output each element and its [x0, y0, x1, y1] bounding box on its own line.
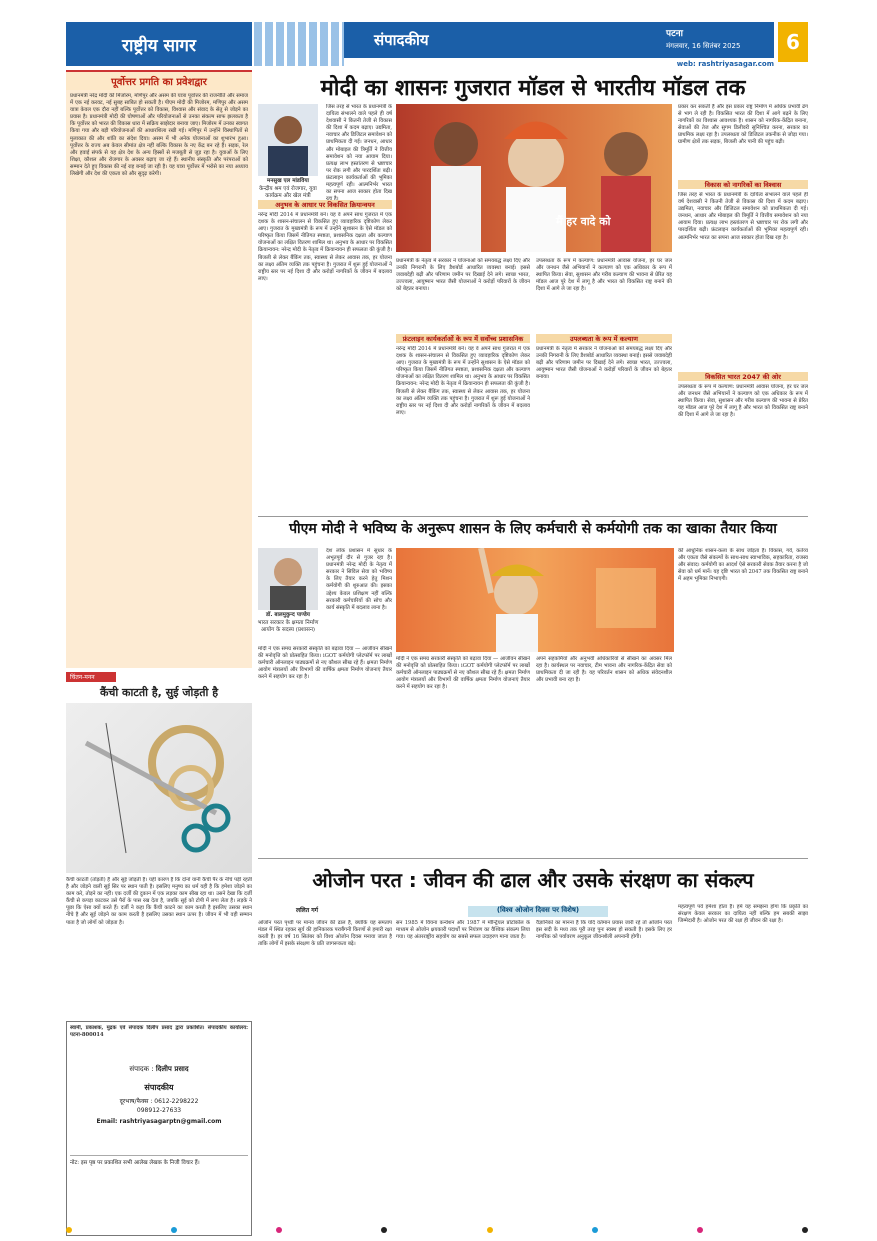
masthead-dot-pattern	[254, 22, 344, 66]
page-number: 6	[778, 22, 808, 62]
story2-headline: पीएम मोदी ने भविष्य के अनुरूप शासन के लिए कर्मचारी से कर्मयोगी तक का खाका तैयार किया	[289, 521, 777, 537]
note: नोट: इस पृष्ठ पर प्रकाशित सभी आलेख लेखक के निजी विचार हैं।	[70, 1155, 248, 1166]
left-column	[66, 70, 252, 1236]
story3-col3: वैज्ञानिकों का मानना है कि यदि वर्तमान प्रयास जारी रहे तो ओजोन परत इस सदी के मध्य तक पूरी तरह पुनः स्वस्थ हो सकती है। इसके लिए हर नागरिक को पर्यावरण अनुकूल जीवनशैली अपनानी होगी।	[536, 920, 672, 941]
dot-cyan	[171, 1227, 177, 1233]
footer-color-dots	[66, 1227, 808, 1235]
story1-main-photo	[396, 104, 672, 252]
story2-col1b: मोदी ने एक समग्र सरकारी संस्कृति को बढ़ावा दिया — आजीवन सीखने की मनोवृत्ति को प्रोत्साहित किया। iGOT कर्मयोगी प्लेटफॉर्म पर लाखों कर्मचारी ऑनलाइन पाठ्यक्रमों से नए कौशल सीख रहे हैं। क्षमता निर्माण आयोग मंत्रालयों और विभागों की वार्षिक क्षमता निर्माण योजनाएं तैयार करने में सहयोग कर रहा है।	[258, 646, 392, 681]
dot-black	[381, 1227, 387, 1233]
story3-tag: (विश्व ओजोन दिवस पर विशेष)	[468, 906, 608, 917]
author-title-1: केन्द्रीय श्रम एवं रोजगार, युवा कार्यक्रम और खेल मंत्री	[259, 186, 317, 199]
imprint-box	[66, 1021, 252, 1236]
section-title: संपादकीय	[344, 22, 676, 58]
story1-col1: नरेन्द्र मोदी 2014 में प्रधानमंत्री बने। यह वे अपने साथ गुजरात में एक दशक के शासन-संचालन से विकसित हुए व्यावहारिक दृष्टिकोण लेकर आए। गुजरात के मुख्यमंत्री के रूप में उन्होंने सुशासन के ऐसे मॉडल को परिष्कृत किया जिसमें नीतिगत स्पष्टता, प्रशासनिक दक्षता और कल्याण योजनाओं का लक्षित वितरण शामिल था। अनुभव के आधार पर विकसित क्रियान्वयन: नरेन्द्र मोदी के नेतृत्व में क्रियान्वयन ही सफलता की कुंजी है। बिजली से लेकर बैंकिंग तक, स्वास्थ्य से लेकर आवास तक, हर योजना का लक्ष्य अंतिम व्यक्ति तक पहुंचना है। गुजरात में शुरू हुई योजनाओं ने राष्ट्रीय स्तर पर नई दिशा दी और करोड़ों नागरिकों के जीवन में बदलाव लाए।	[258, 212, 392, 282]
subhead-c: विकास को नागरिकों का विश्वास	[678, 180, 808, 189]
dot-black-2	[802, 1227, 808, 1233]
essay-text: कैंची काटती (तोड़ती) है और सुई जोड़ती है। यही कारण है कि दोनों यानी कैंची पैर के नीचे पड़ी रहती है और जोड़ने वाली सुई सिर पर स्थान पाती है। इसलिए मनुष्य का धर्म यही है कि हमेशा जोड़ने का काम करे, तोड़ने का नहीं। एक दर्जी की दुकान में एक लड़का काम सीख रहा था। उसने देखा कि दर्जी कैंची से कपड़ा काटकर उसे पैरों के पास रख देता है, जबकि सुई को टोपी में लगा लेता है। लड़के ने पूछा कि ऐसा क्यों करते हैं। दर्जी ने कहा कि कैंची काटने का काम करती है इसलिए उसका स्थान नीचे है और सुई जोड़ने का काम करती है इसलिए उसका स्थान ऊपर है। जीवन में भी वही सम्मान पाता है जो लोगों को जोड़ता है।	[66, 877, 252, 926]
story2-col1: देश लोक प्रशासन में सुधार के अभूतपूर्व दौर से गुजर रहा है। प्रधानमंत्री नरेन्द्र मोदी के नेतृत्व में सरकार ने सिविल सेवा को भविष्य के लिए तैयार करने हेतु मिशन कर्मयोगी की शुरुआत की। इसका उद्देश्य केवल प्रशिक्षण नहीं बल्कि सरकारी कर्मचारियों की सोच और कार्य संस्कृति में बदलाव लाना है।	[326, 548, 392, 611]
dot-yellow	[66, 1227, 72, 1233]
story3-author: ललित गर्ग	[296, 907, 318, 914]
website: web: rashtriyasagar.com	[676, 60, 774, 68]
left-box	[66, 90, 252, 668]
editor-line	[70, 1065, 248, 1074]
story2-col3: अपने सहकर्मियों और अनुभवी अधिकारियों से सीखने का अवसर मिल रहा है। कार्यस्थल पर नवाचार, टीम भावना और नागरिक-केंद्रित सेवा को प्राथमिकता दी जा रही है। यह परिवर्तन शासन को अधिक संवेदनशील और प्रभावी बना रहा है।	[536, 656, 672, 684]
story1-col4: प्रधानमंत्री के नेतृत्व में सरकार ने योजनाओं को समयबद्ध लक्ष्य दिए और उनकी निगरानी के लिए डैशबोर्ड आधारित व्यवस्था बनाई। इससे जवाबदेही बढ़ी और परिणाम जमीन पर दिखाई देने लगे। स्वच्छ भारत, उज्ज्वला, आयुष्मान भारत जैसी योजनाओं ने करोड़ों परिवारों के जीवन को बेहतर बनाया।	[396, 258, 530, 293]
photo-banner: मैं हर वादे को	[556, 215, 611, 228]
editor-name: दिलीप प्रसाद	[155, 1065, 189, 1073]
story1-headline: मोदी का शासनः गुजरात मॉडल से भारतीय मॉडल तक	[320, 76, 746, 101]
dot-magenta-2	[697, 1227, 703, 1233]
author-title-2: भारत सरकार के क्षमता निर्माण आयोग के सदस्य (प्रशासन)	[257, 620, 319, 633]
author-photo-1	[258, 104, 318, 176]
dot-magenta	[276, 1227, 282, 1233]
subhead-b: फ्रंटलाइन कार्यकर्ताओं के रूप में सर्वोच्च प्रशासनिक	[396, 334, 530, 343]
story1-col2: जिस तरह से भारत के प्रधानमंत्री के दायित्व संभालने वाले पहले ही वर्ष देशवासी ने कितनी तेजी से विकास की दिशा में कदम बढ़ाए। उद्यमिता, नवाचार और डिजिटल समावेशन को प्राथमिकता दी गई। जनधन, आधार और मोबाइल की त्रिमूर्ति ने वित्तीय समावेशन को नया आयाम दिया। प्रत्यक्ष लाभ हस्तांतरण से भ्रष्टाचार पर रोक लगी और पारदर्शिता बढ़ी। फ्रंटलाइन कार्यकर्ताओं की भूमिका महत्वपूर्ण रही। आत्मनिर्भर भारत का सपना आज साकार होता दिख	[326, 104, 392, 196]
left-box-text: प्रधानमंत्री नरेंद्र मोदी की मिजोरम, मणिपुर और असम की यात्रा पूर्वोत्तर की राजनीति और समाज में एक नई करवट, नई सुबह साबित हो सकती है। पीएम मोदी की मिजोरम, मणिपुर और असम यात्रा केवल एक दौरा नहीं बल्कि पूर्वोत्तर को विकास, विश्वास और संवाद के सेतु से जोड़ने का प्रयास है। प्रधानमंत्री मोदी की घोषणाओं और परियोजनाओं से उनका संकल्प साफ झलकता है कि पूर्वोत्तर को भारत की विकास धारा में सक्रिय साझेदार बनाया जाए। मिजोरम में उनका स्वागत किया गया और बड़ी परियोजनाओं की आधारशिला रखी गई। मणिपुर में उन्होंने विस्थापितों से मुलाकात की और शांति का संदेश दिया। असम में भी अनेक योजनाओं का शुभारंभ हुआ। पूर्वोत्तर के राज्य अब केवल सीमांत क्षेत्र नहीं बल्कि विकास के नए केंद्र बन रहे हैं। सड़क, रेल और हवाई संपर्क से यह क्षेत्र देश के अन्य हिस्सों से मजबूती से जुड़ रहा है। युवाओं के लिए शिक्षा, कौशल और रोजगार के अवसर बढ़ाए जा रहे हैं। स्थानीय संस्कृति और परंपराओं को सम्मान देते हुए विकास की नई राह बनाई जा रही है। यह यात्रा पूर्वोत्तर में भरोसे का नया अध्याय लिखेगी और देश की एकता को और सुदृढ़ करेगी।	[70, 93, 248, 178]
author-name-1: मनसुख एल मांडविया	[267, 178, 309, 184]
office-title: संपादकीय	[144, 1083, 174, 1092]
city: पटना	[666, 29, 683, 39]
story3-col2: सन 1985 में वियना कन्वेंशन और 1987 में मॉन्ट्रियल प्रोटोकॉल के माध्यम से ओजोन क्षयकारी पदार्थों पर नियंत्रण का वैश्विक संकल्प लिया गया। यह अंतरराष्ट्रीय सहयोग का सबसे सफल उदाहरण माना जाता है।	[396, 920, 530, 941]
cartoon-label: चिंतन-मनन	[66, 672, 116, 682]
story2-col4: की आधुनिक शासन-कला के साथ जोड़ता है। विकास, गर्व, कर्तव्य और एकता जैसे संकल्पों के साथ-साथ स्वाभाविक, सहकारिता, राजस्व और संवाद। कर्मयोगी का आदर्श ऐसे सरकारी सेवक तैयार करना है जो सेवा को धर्म मानें। यह दृष्टि भारत को 2047 तक विकसित राष्ट्र बनाने में अहम भूमिका निभाएगी।	[678, 548, 808, 583]
story2-main-photo	[396, 548, 674, 652]
story1-col3c: उपलब्धता के रूप में कल्याण: प्रधानमंत्री आवास योजना, हर घर जल और जनधन जैसे अभियानों ने कल्याण को एक अधिकार के रूप में स्थापित किया। सेवा, सुशासन और गरीब कल्याण की भावना से प्रेरित यह मॉडल आज पूरे देश में लागू है और भारत को विकसित राष्ट्र बनाने की दिशा में आगे ले जा रहा है।	[678, 384, 808, 419]
story3-col4: महत्वपूर्ण पर्व हमेशा होता है। हमें यह समझना होगा कि प्रकृति का संरक्षण केवल सरकार का दायित्व नहीं बल्कि हम सबकी साझा जिम्मेदारी है। ओजोन परत की रक्षा ही जीवन की रक्षा है।	[678, 904, 808, 925]
subhead-d: उपलब्धता के रूप में कल्याण	[536, 334, 672, 343]
dot-cyan-2	[592, 1227, 598, 1233]
author-photo-2	[258, 548, 318, 610]
story2-col2: मोदी ने एक समग्र सरकारी संस्कृति को बढ़ावा दिया — आजीवन सीखने की मनोवृत्ति को प्रोत्साहित किया। iGOT कर्मयोगी प्लेटफॉर्म पर लाखों कर्मचारी ऑनलाइन पाठ्यक्रमों से नए कौशल सीख रहे हैं। क्षमता निर्माण आयोग मंत्रालयों और विभागों की वार्षिक क्षमता निर्माण योजनाएं तैयार करने में सहयोग कर रहा है।	[396, 656, 530, 691]
masthead	[66, 22, 808, 68]
essay-title: कैंची काटती है, सुई जोड़ती है	[99, 686, 219, 699]
divider-1	[258, 516, 808, 517]
story1-col3b: जिस तरह से भारत के प्रधानमंत्री के दायित्व संभालने वाले पहले ही वर्ष देशवासी ने कितनी तेजी से विकास की दिशा में कदम बढ़ाए। उद्यमिता, नवाचार और डिजिटल समावेशन को प्राथमिकता दी गई। जनधन, आधार और मोबाइल की त्रिमूर्ति ने वित्तीय समावेशन को नया आयाम दिया। प्रत्यक्ष लाभ हस्तांतरण से भ्रष्टाचार पर रोक लगी और पारदर्शिता बढ़ी। फ्रंटलाइन कार्यकर्ताओं की भूमिका महत्वपूर्ण रही। आत्मनिर्भर भारत का सपना आज साकार होता दिख रहा है।	[678, 192, 808, 241]
story3-col1: ओजोन परत पृथ्वी पर मानव जीवन की ढाल है, क्योंकि यह समताप मंडल में स्थित रहकर सूर्य की हानिकारक पराबैंगनी किरणों से हमारी रक्षा करती है। हर वर्ष 16 सितंबर को विश्व ओजोन दिवस मनाया जाता है ताकि लोगों में इसके संरक्षण के प्रति जागरूकता बढ़े।	[258, 920, 392, 948]
left-box-title: पूर्वोत्तर प्रगति का प्रवेशद्वार	[66, 70, 252, 90]
subhead-e: विकसित भारत 2047 की ओर	[678, 372, 808, 381]
story1-col5: उपलब्धता के रूप में कल्याण: प्रधानमंत्री आवास योजना, हर घर जल और जनधन जैसे अभियानों ने कल्याण को एक अधिकार के रूप में स्थापित किया। सेवा, सुशासन और गरीब कल्याण की भावना से प्रेरित यह मॉडल आज पूरे देश में लागू है और भारत को विकसित राष्ट्र बनाने की दिशा में आगे ले जा रहा है।	[536, 258, 672, 293]
date: मंगलवार, 16 सितंबर 2025	[666, 42, 741, 50]
story3-headline: ओजोन परत : जीवन की ढाल और उसके संरक्षण का संकल्प	[312, 868, 754, 892]
phone: दूरभाष/फैक्स : 0612-2298222	[119, 1098, 199, 1105]
masthead-date-bar	[676, 22, 774, 58]
scissors-image	[66, 703, 252, 873]
email: Email: rashtriyasagarptn@gmail.com	[96, 1118, 222, 1125]
subhead-a: अनुभव के आधार पर विकसित क्रियान्वयन	[258, 200, 392, 209]
story1-col5b: प्रधानमंत्री के नेतृत्व में सरकार ने योजनाओं को समयबद्ध लक्ष्य दिए और उनकी निगरानी के लिए डैशबोर्ड आधारित व्यवस्था बनाई। इससे जवाबदेही बढ़ी और परिणाम जमीन पर दिखाई देने लगे। स्वच्छ भारत, उज्ज्वला, आयुष्मान भारत जैसी योजनाओं ने करोड़ों परिवारों के जीवन को बेहतर बनाया।	[536, 346, 672, 381]
paper-name: राष्ट्रीय सागर	[66, 22, 252, 66]
dot-yellow-2	[487, 1227, 493, 1233]
mobile: 098912-27633	[136, 1107, 182, 1114]
story1-col3: प्रकार कर सकती है और इस प्रकार राष्ट्र निर्माण में अधिक प्रभावी ढंग से भाग ले रही है। विकसित भारत की दिशा में आगे बढ़ने के लिए नागरिकों का विश्वास आवश्यक है। शासन को नागरिक-केंद्रित बनाना, सेवाओं की तेज और सुगम डिलीवरी सुनिश्चित करना, सरकार का प्राथमिक लक्ष्य रहा है। उपलब्धता को डिजिटल तकनीक से जोड़ा गया। ग्रामीण क्षेत्रों तक सड़क, बिजली और पानी की पहुंच बढ़ी।	[678, 104, 808, 146]
story1-col4b: नरेन्द्र मोदी 2014 में प्रधानमंत्री बने। यह वे अपने साथ गुजरात में एक दशक के शासन-संचालन से विकसित हुए व्यावहारिक दृष्टिकोण लेकर आए। गुजरात के मुख्यमंत्री के रूप में उन्होंने सुशासन के ऐसे मॉडल को परिष्कृत किया जिसमें नीतिगत स्पष्टता, प्रशासनिक दक्षता और कल्याण योजनाओं का लक्षित वितरण शामिल था। अनुभव के आधार पर विकसित क्रियान्वयन: नरेन्द्र मोदी के नेतृत्व में क्रियान्वयन ही सफलता की कुंजी है। बिजली से लेकर बैंकिंग तक, स्वास्थ्य से लेकर आवास तक, हर योजना का लक्ष्य अंतिम व्यक्ति तक पहुंचना है। गुजरात में शुरू हुई योजनाओं ने राष्ट्रीय स्तर पर नई दिशा दी और करोड़ों नागरिकों के जीवन में बदलाव लाए।	[396, 346, 530, 416]
author-name-2: डॉ. बालमुकुन्द पाण्डेय	[265, 612, 310, 618]
imprint-text: स्वामी, प्रकाशक, मुद्रक एवं संपादक दिलीप प्रसाद द्वारा प्रकाशित। संपादकीय कार्यालय: पटना-800014	[70, 1025, 248, 1039]
divider-2	[258, 858, 808, 859]
editor-label: संपादक :	[129, 1065, 154, 1073]
